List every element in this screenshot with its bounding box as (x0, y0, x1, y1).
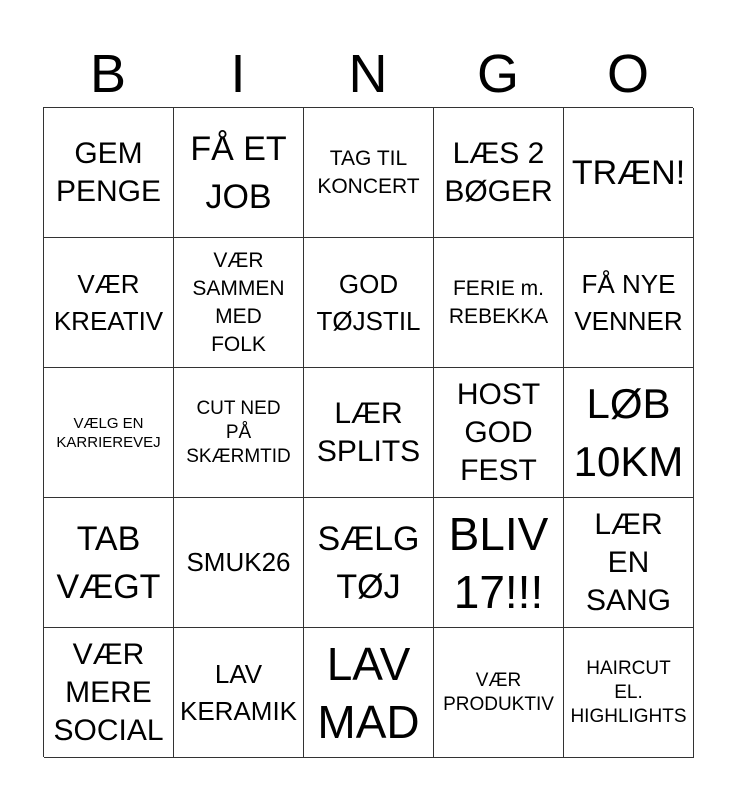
bingo-header (43, 40, 693, 108)
cell-text: VÆR PRODUKTIV (443, 669, 554, 715)
cell-text: LÆR SPLITS (316, 396, 421, 468)
bingo-cell[interactable] (434, 368, 564, 498)
bingo-cell[interactable] (174, 628, 304, 758)
header-letter-g: G (476, 44, 519, 104)
cell-text: VÆLG EN KARRIEREVEJ (56, 414, 161, 451)
bingo-card-grid (43, 107, 693, 757)
cell-text: SMUK26 (186, 547, 291, 577)
bingo-cell[interactable] (44, 628, 174, 758)
cell-text: TAB VÆGT (56, 519, 161, 606)
bingo-cell[interactable] (434, 238, 564, 368)
bingo-cell[interactable] (564, 238, 694, 368)
header-letter-o: O (606, 44, 649, 104)
bingo-cell[interactable] (564, 368, 694, 498)
cell-text: TRÆN! (571, 153, 686, 192)
bingo-cell[interactable] (44, 108, 174, 238)
cell-text: LØB 10KM (573, 379, 684, 485)
bingo-cell[interactable] (44, 498, 174, 628)
cell-text: SÆLG TØJ (317, 519, 420, 606)
header-letter-n: N (348, 44, 388, 104)
bingo-cell[interactable] (564, 108, 694, 238)
bingo-cell[interactable] (434, 628, 564, 758)
bingo-cell[interactable] (564, 498, 694, 628)
cell-text: FÅ NYE VENNER (574, 268, 683, 336)
cell-text: TAG TIL KONCERT (317, 146, 420, 198)
cell-text: VÆR KREATIV (53, 268, 164, 336)
cell-text: FERIE m. REBEKKA (448, 276, 549, 328)
bingo-cell[interactable] (44, 238, 174, 368)
cell-text: LAV KERAMIK (179, 658, 298, 726)
bingo-cell[interactable] (304, 498, 434, 628)
cell-text: LAV MAD (317, 637, 420, 748)
cell-text: FÅ ET JOB (190, 129, 287, 216)
bingo-cell[interactable] (434, 498, 564, 628)
cell-text: LÆR EN SANG (585, 507, 672, 617)
cell-text: LÆS 2 BØGER (444, 136, 553, 208)
bingo-cell[interactable] (174, 368, 304, 498)
bingo-cell[interactable] (564, 628, 694, 758)
bingo-cell[interactable] (304, 108, 434, 238)
bingo-cell[interactable] (44, 368, 174, 498)
cell-text: HOST GOD FEST (456, 377, 541, 487)
header-letter-i: I (230, 44, 246, 104)
bingo-cell[interactable] (434, 108, 564, 238)
bingo-cell[interactable] (174, 498, 304, 628)
cell-text: VÆR SAMMEN MED FOLK (192, 248, 285, 356)
bingo-cell[interactable] (304, 368, 434, 498)
cell-text: HAIRCUT EL. HIGHLIGHTS (570, 657, 687, 727)
cell-text: GEM PENGE (55, 136, 162, 208)
cell-text: CUT NED PÅ SKÆRMTID (186, 397, 291, 467)
cell-text: GOD TØJSTIL (316, 268, 421, 336)
cell-text: BLIV 17!!! (448, 507, 549, 618)
bingo-cell[interactable] (174, 108, 304, 238)
header-letter-b: B (89, 44, 127, 104)
bingo-cell[interactable] (304, 628, 434, 758)
bingo-cell[interactable] (174, 238, 304, 368)
cell-text: VÆR MERE SOCIAL (53, 637, 164, 747)
bingo-cell[interactable] (304, 238, 434, 368)
